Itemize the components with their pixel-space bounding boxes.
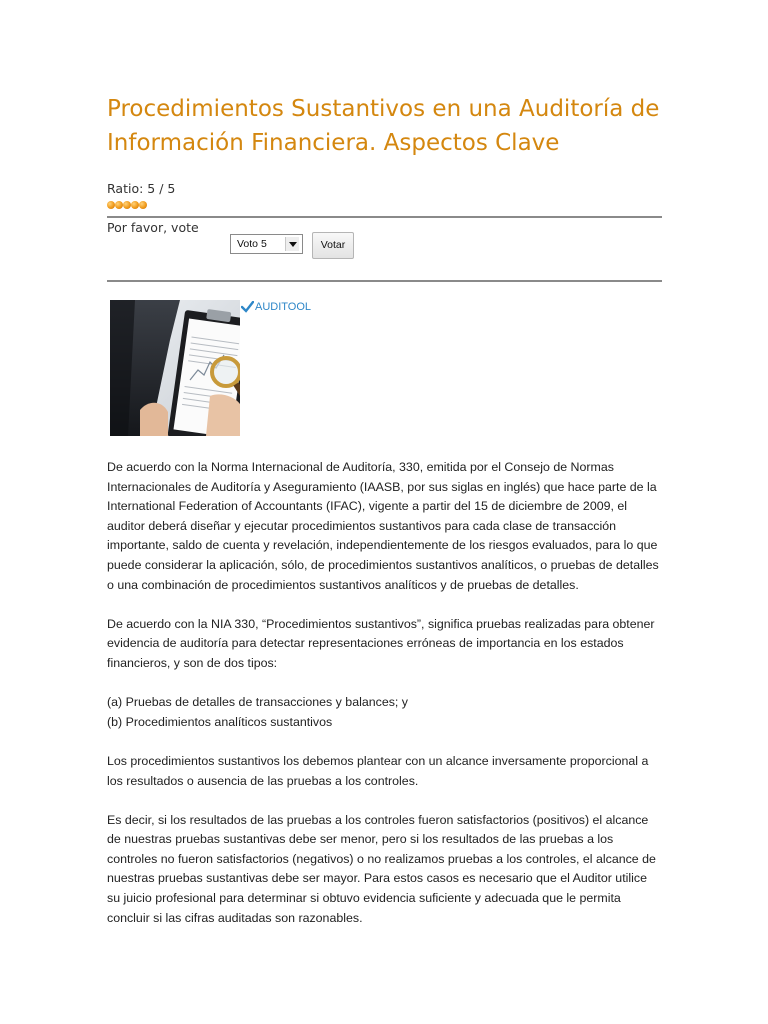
divider-top [107,216,662,218]
star-icon [107,201,115,209]
paragraph: Los procedimientos sustantivos los debemos plantear con un alcance inversamente proporcional a los resultados o ausencia de las pruebas a los controles. [107,753,649,788]
paragraph: Es decir, si los resultados de las pruebas a los controles fueron satisfactorios (positivos) el alcance de nuestras pruebas sustantivas debe ser menor, pero si los resultados de las pruebas a los controles no fueron satisfactorios (negativos) o no realizamos pruebas a los controles, el alcance de nuestras pruebas sustantivas debe ser mayor. Para estos casos es necesario que el Auditor utilice su juicio profesional para determinar si obtuvo evidencia suficiente y adecuada que le permita concluir si las cifras auditadas son razonables. [107,812,656,925]
paragraph: De acuerdo con la Norma Internacional de Auditoría, 330, emitida por el Consejo de Normas Internacionales de Auditoría y Aseguramiento (IAASB, por sus siglas en inglés) que hace parte de la International Federation of Accountants (IFAC), vigente a partir del 15 de diciembre de 2009, el auditor deberá diseñar y ejecutar procedimientos sustantivos para cada clase de transacción importante, saldo de cuenta y revelación, independientemente de los riesgos evaluados, para lo que puede considerar la aplicación, sólo, de procedimientos sustantivos analíticos, o pruebas de detalles o una combinación de procedimientos sustantivos analíticos y de pruebas de detalles. [107,460,659,592]
star-icon [123,201,131,209]
page-title: Procedimientos Sustantivos en una Auditoría de Información Financiera. Aspectos Clave [107,96,660,156]
checkmark-icon [241,301,254,313]
divider-bottom [107,280,662,282]
article-body [107,458,662,948]
paragraph: De acuerdo con la NIA 330, “Procedimientos sustantivos”, significa pruebas realizadas para obtener evidencia de auditoría para detectar representaciones erróneas de importancia en los estados financieros, y son de dos tipos: [107,616,655,670]
list-item: (b) Procedimientos analíticos sustantivos [107,714,333,729]
star-icon [115,201,123,209]
vote-prompt: Por favor, vote [107,220,199,235]
auditool-logo [241,301,311,313]
type-list [107,693,662,732]
rating-stars [107,201,147,211]
star-icon [139,201,147,209]
vote-select[interactable] [230,234,303,254]
vote-button[interactable]: Votar [312,232,354,259]
star-icon [131,201,139,209]
chevron-down-icon[interactable] [285,237,299,251]
rating-label: Ratio: 5 / 5 [107,181,176,196]
article-image [110,300,240,436]
clipboard-magnifier-illustration [110,300,240,436]
list-item: (a) Pruebas de detalles de transacciones y balances; y [107,695,408,710]
logo-text: AUDITOOL [255,301,312,313]
vote-select-value: Voto 5 [237,238,267,250]
